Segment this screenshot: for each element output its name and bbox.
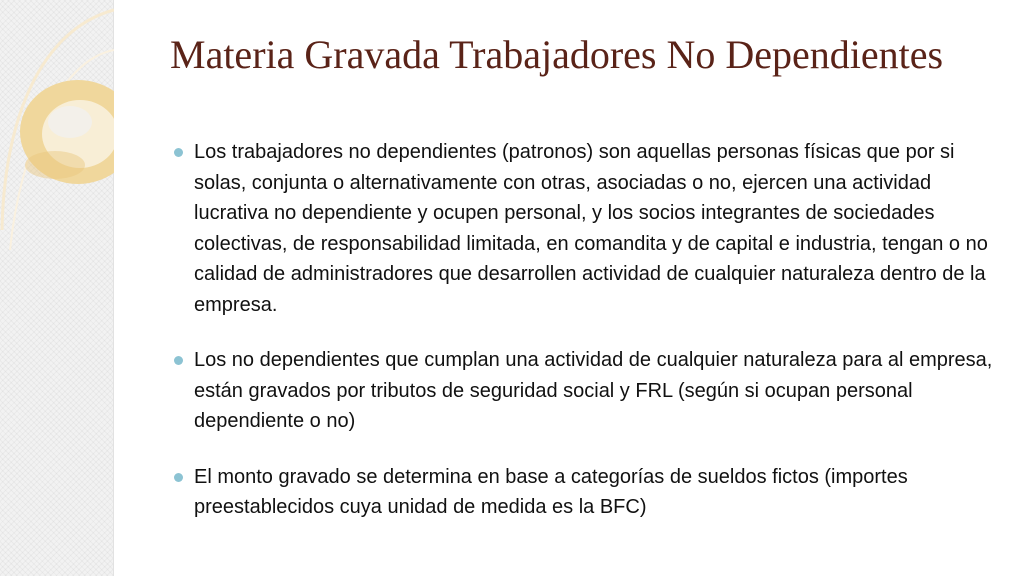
bullet-item bbox=[174, 345, 994, 437]
bullet-list bbox=[174, 137, 994, 548]
bullet-dot-icon bbox=[174, 356, 183, 365]
bullet-dot-icon bbox=[174, 473, 183, 482]
ring-ornament-icon bbox=[0, 0, 114, 260]
bullet-text: Los no dependientes que cumplan una actividad de cualquier naturaleza para al empresa, están gravados por tributos de seguridad social y FRL (según si ocupan personal dependiente o no) bbox=[194, 349, 993, 432]
bullet-item bbox=[174, 137, 994, 320]
bullet-dot-icon bbox=[174, 148, 183, 157]
bullet-text: El monto gravado se determina en base a categorías de sueldos fictos (importes preestablecidos cuya unidad de medida es la BFC) bbox=[194, 465, 908, 518]
bullet-item bbox=[174, 462, 994, 523]
slide-title: Materia Gravada Trabajadores No Dependientes bbox=[170, 32, 944, 77]
bullet-text: Los trabajadores no dependientes (patronos) son aquellas personas físicas que por si solas, conjunta o alternativamente con otras, asociadas o no, ejercen una actividad lucrativa no dependiente y ocupen personal, y los socios integrantes de sociedades colectivas, de responsabilidad limitada, en comandita y de capital e industria, tengan o no calidad de administradores que desarrollen actividad de cualquier naturaleza dentro de la empresa. bbox=[194, 141, 988, 316]
